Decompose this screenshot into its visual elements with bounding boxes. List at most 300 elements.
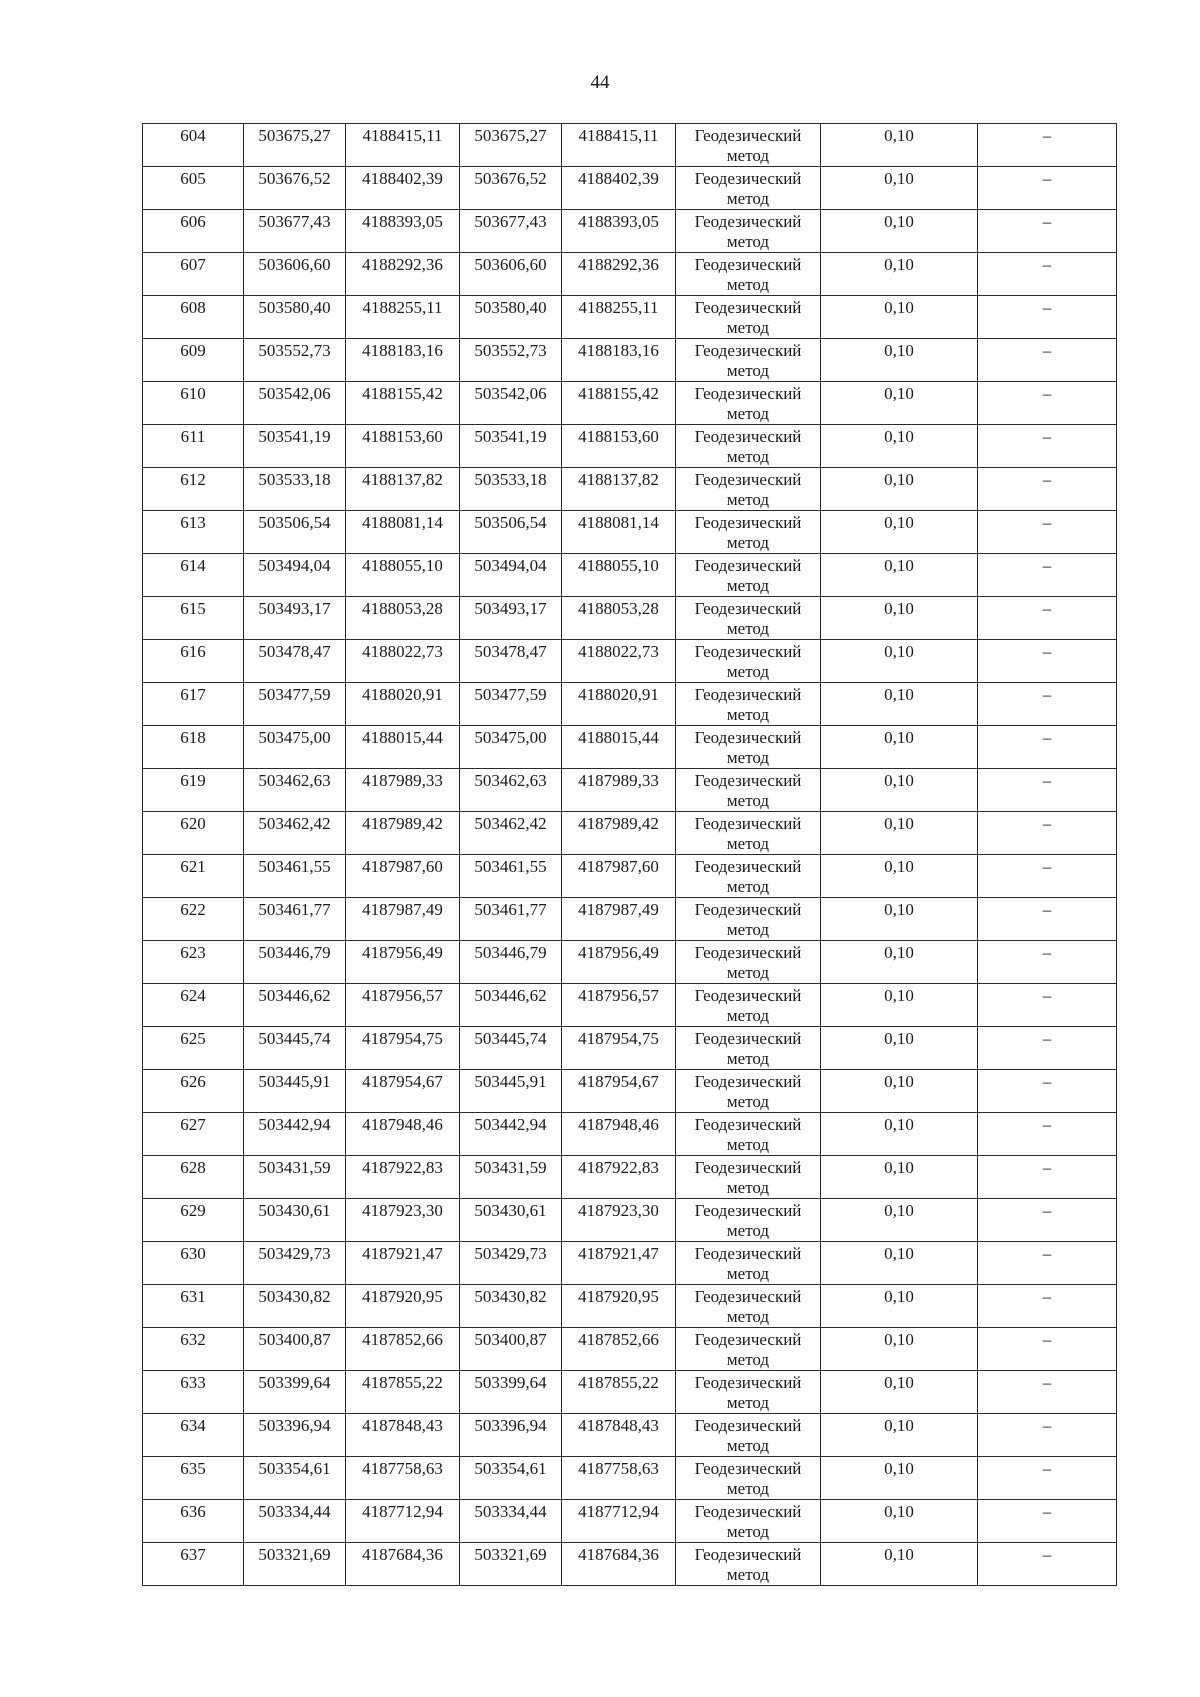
accuracy-cell: 0,10 [821,855,978,898]
method-cell: Геодезический метод [676,984,821,1027]
remark-cell: – [978,640,1117,683]
new-x-cell: 503494,04 [460,554,562,597]
method-cell: Геодезический метод [676,1199,821,1242]
accuracy-cell: 0,10 [821,167,978,210]
new-x-cell: 503552,73 [460,339,562,382]
accuracy-cell: 0,10 [821,1457,978,1500]
old-y-cell: 4187848,43 [346,1414,460,1457]
new-x-cell: 503430,82 [460,1285,562,1328]
old-x-cell: 503445,91 [244,1070,346,1113]
accuracy-cell: 0,10 [821,726,978,769]
remark-cell: – [978,210,1117,253]
table-row [143,769,1117,812]
remark-cell: – [978,1328,1117,1371]
table-row [143,1285,1117,1328]
table-row [143,1414,1117,1457]
old-x-cell: 503676,52 [244,167,346,210]
old-x-cell: 503477,59 [244,683,346,726]
method-cell: Геодезический метод [676,1457,821,1500]
point-number-cell: 626 [143,1070,244,1113]
accuracy-cell: 0,10 [821,1500,978,1543]
table-row [143,1070,1117,1113]
point-number-cell: 633 [143,1371,244,1414]
new-x-cell: 503445,74 [460,1027,562,1070]
new-x-cell: 503461,55 [460,855,562,898]
accuracy-cell: 0,10 [821,1027,978,1070]
old-x-cell: 503478,47 [244,640,346,683]
table-row [143,511,1117,554]
accuracy-cell: 0,10 [821,253,978,296]
accuracy-cell: 0,10 [821,1414,978,1457]
old-x-cell: 503493,17 [244,597,346,640]
method-cell: Геодезический метод [676,1371,821,1414]
old-y-cell: 4187987,60 [346,855,460,898]
method-cell: Геодезический метод [676,726,821,769]
old-y-cell: 4187989,42 [346,812,460,855]
new-x-cell: 503541,19 [460,425,562,468]
old-x-cell: 503334,44 [244,1500,346,1543]
point-number-cell: 627 [143,1113,244,1156]
new-x-cell: 503354,61 [460,1457,562,1500]
new-y-cell: 4188055,10 [562,554,676,597]
point-number-cell: 632 [143,1328,244,1371]
method-cell: Геодезический метод [676,1070,821,1113]
remark-cell: – [978,683,1117,726]
old-y-cell: 4188020,91 [346,683,460,726]
point-number-cell: 610 [143,382,244,425]
old-y-cell: 4188402,39 [346,167,460,210]
point-number-cell: 612 [143,468,244,511]
point-number-cell: 607 [143,253,244,296]
method-cell: Геодезический метод [676,167,821,210]
coordinates-table-body [143,124,1117,1586]
new-x-cell: 503446,62 [460,984,562,1027]
method-cell: Геодезический метод [676,898,821,941]
new-y-cell: 4188255,11 [562,296,676,339]
old-x-cell: 503396,94 [244,1414,346,1457]
table-row [143,1500,1117,1543]
new-y-cell: 4187956,57 [562,984,676,1027]
table-row [143,554,1117,597]
remark-cell: – [978,339,1117,382]
old-x-cell: 503321,69 [244,1543,346,1586]
new-x-cell: 503606,60 [460,253,562,296]
new-x-cell: 503542,06 [460,382,562,425]
new-y-cell: 4187989,33 [562,769,676,812]
old-y-cell: 4187956,49 [346,941,460,984]
new-y-cell: 4188053,28 [562,597,676,640]
old-x-cell: 503552,73 [244,339,346,382]
accuracy-cell: 0,10 [821,511,978,554]
new-x-cell: 503321,69 [460,1543,562,1586]
new-y-cell: 4188155,42 [562,382,676,425]
table-row [143,941,1117,984]
method-cell: Геодезический метод [676,769,821,812]
old-x-cell: 503399,64 [244,1371,346,1414]
new-y-cell: 4187855,22 [562,1371,676,1414]
old-x-cell: 503446,62 [244,984,346,1027]
accuracy-cell: 0,10 [821,1199,978,1242]
new-y-cell: 4187921,47 [562,1242,676,1285]
table-row [143,1199,1117,1242]
new-x-cell: 503477,59 [460,683,562,726]
old-x-cell: 503400,87 [244,1328,346,1371]
new-y-cell: 4187852,66 [562,1328,676,1371]
accuracy-cell: 0,10 [821,1156,978,1199]
new-x-cell: 503334,44 [460,1500,562,1543]
old-y-cell: 4187758,63 [346,1457,460,1500]
table-row [143,683,1117,726]
old-y-cell: 4187684,36 [346,1543,460,1586]
old-y-cell: 4187920,95 [346,1285,460,1328]
remark-cell: – [978,1199,1117,1242]
remark-cell: – [978,468,1117,511]
new-y-cell: 4187684,36 [562,1543,676,1586]
remark-cell: – [978,984,1117,1027]
table-row [143,1543,1117,1586]
point-number-cell: 614 [143,554,244,597]
new-x-cell: 503396,94 [460,1414,562,1457]
new-y-cell: 4188015,44 [562,726,676,769]
method-cell: Геодезический метод [676,425,821,468]
old-y-cell: 4188255,11 [346,296,460,339]
new-y-cell: 4188402,39 [562,167,676,210]
table-row [143,382,1117,425]
method-cell: Геодезический метод [676,941,821,984]
accuracy-cell: 0,10 [821,468,978,511]
old-x-cell: 503354,61 [244,1457,346,1500]
point-number-cell: 615 [143,597,244,640]
old-y-cell: 4188155,42 [346,382,460,425]
old-y-cell: 4188137,82 [346,468,460,511]
new-y-cell: 4187923,30 [562,1199,676,1242]
old-x-cell: 503429,73 [244,1242,346,1285]
method-cell: Геодезический метод [676,1113,821,1156]
remark-cell: – [978,1156,1117,1199]
method-cell: Геодезический метод [676,640,821,683]
accuracy-cell: 0,10 [821,984,978,1027]
new-y-cell: 4188153,60 [562,425,676,468]
method-cell: Геодезический метод [676,554,821,597]
old-y-cell: 4187923,30 [346,1199,460,1242]
old-x-cell: 503533,18 [244,468,346,511]
remark-cell: – [978,425,1117,468]
old-y-cell: 4187852,66 [346,1328,460,1371]
old-x-cell: 503430,82 [244,1285,346,1328]
new-x-cell: 503462,42 [460,812,562,855]
point-number-cell: 613 [143,511,244,554]
new-y-cell: 4187987,49 [562,898,676,941]
old-y-cell: 4187855,22 [346,1371,460,1414]
remark-cell: – [978,941,1117,984]
new-y-cell: 4188183,16 [562,339,676,382]
old-y-cell: 4188053,28 [346,597,460,640]
old-y-cell: 4188015,44 [346,726,460,769]
new-x-cell: 503442,94 [460,1113,562,1156]
remark-cell: – [978,554,1117,597]
table-row [143,1328,1117,1371]
point-number-cell: 608 [143,296,244,339]
accuracy-cell: 0,10 [821,339,978,382]
method-cell: Геодезический метод [676,382,821,425]
old-x-cell: 503542,06 [244,382,346,425]
remark-cell: – [978,769,1117,812]
point-number-cell: 622 [143,898,244,941]
point-number-cell: 616 [143,640,244,683]
method-cell: Геодезический метод [676,124,821,167]
table-row [143,1156,1117,1199]
new-x-cell: 503429,73 [460,1242,562,1285]
new-y-cell: 4187987,60 [562,855,676,898]
new-y-cell: 4187954,67 [562,1070,676,1113]
new-x-cell: 503675,27 [460,124,562,167]
method-cell: Геодезический метод [676,210,821,253]
old-y-cell: 4188081,14 [346,511,460,554]
table-row [143,984,1117,1027]
table-row [143,339,1117,382]
new-y-cell: 4187922,83 [562,1156,676,1199]
new-x-cell: 503445,91 [460,1070,562,1113]
new-y-cell: 4188393,05 [562,210,676,253]
table-row [143,425,1117,468]
accuracy-cell: 0,10 [821,640,978,683]
old-x-cell: 503494,04 [244,554,346,597]
point-number-cell: 624 [143,984,244,1027]
method-cell: Геодезический метод [676,468,821,511]
remark-cell: – [978,382,1117,425]
old-x-cell: 503446,79 [244,941,346,984]
remark-cell: – [978,296,1117,339]
new-y-cell: 4187954,75 [562,1027,676,1070]
remark-cell: – [978,1500,1117,1543]
table-row [143,124,1117,167]
accuracy-cell: 0,10 [821,769,978,812]
point-number-cell: 625 [143,1027,244,1070]
old-y-cell: 4187921,47 [346,1242,460,1285]
old-y-cell: 4188415,11 [346,124,460,167]
point-number-cell: 637 [143,1543,244,1586]
new-y-cell: 4188292,36 [562,253,676,296]
new-y-cell: 4188081,14 [562,511,676,554]
point-number-cell: 609 [143,339,244,382]
old-x-cell: 503541,19 [244,425,346,468]
old-x-cell: 503677,43 [244,210,346,253]
method-cell: Геодезический метод [676,1414,821,1457]
accuracy-cell: 0,10 [821,1070,978,1113]
accuracy-cell: 0,10 [821,1242,978,1285]
old-x-cell: 503462,42 [244,812,346,855]
new-x-cell: 503677,43 [460,210,562,253]
point-number-cell: 618 [143,726,244,769]
old-x-cell: 503580,40 [244,296,346,339]
point-number-cell: 636 [143,1500,244,1543]
new-x-cell: 503430,61 [460,1199,562,1242]
new-x-cell: 503400,87 [460,1328,562,1371]
accuracy-cell: 0,10 [821,1285,978,1328]
new-y-cell: 4187848,43 [562,1414,676,1457]
new-x-cell: 503533,18 [460,468,562,511]
old-x-cell: 503430,61 [244,1199,346,1242]
new-y-cell: 4187712,94 [562,1500,676,1543]
old-y-cell: 4188055,10 [346,554,460,597]
new-y-cell: 4188415,11 [562,124,676,167]
table-row [143,898,1117,941]
old-y-cell: 4187954,75 [346,1027,460,1070]
new-y-cell: 4188020,91 [562,683,676,726]
accuracy-cell: 0,10 [821,1543,978,1586]
accuracy-cell: 0,10 [821,382,978,425]
table-row [143,1027,1117,1070]
old-y-cell: 4188022,73 [346,640,460,683]
old-y-cell: 4187987,49 [346,898,460,941]
old-x-cell: 503461,77 [244,898,346,941]
point-number-cell: 611 [143,425,244,468]
new-x-cell: 503431,59 [460,1156,562,1199]
old-y-cell: 4187922,83 [346,1156,460,1199]
point-number-cell: 620 [143,812,244,855]
point-number-cell: 634 [143,1414,244,1457]
accuracy-cell: 0,10 [821,597,978,640]
remark-cell: – [978,167,1117,210]
accuracy-cell: 0,10 [821,1328,978,1371]
point-number-cell: 605 [143,167,244,210]
old-y-cell: 4187954,67 [346,1070,460,1113]
accuracy-cell: 0,10 [821,554,978,597]
table-row [143,855,1117,898]
remark-cell: – [978,855,1117,898]
coordinates-table [142,123,1117,1586]
remark-cell: – [978,812,1117,855]
old-y-cell: 4187948,46 [346,1113,460,1156]
new-y-cell: 4187956,49 [562,941,676,984]
accuracy-cell: 0,10 [821,296,978,339]
new-y-cell: 4188137,82 [562,468,676,511]
accuracy-cell: 0,10 [821,210,978,253]
method-cell: Геодезический метод [676,1543,821,1586]
old-x-cell: 503606,60 [244,253,346,296]
table-row [143,210,1117,253]
table-row [143,1371,1117,1414]
old-y-cell: 4187989,33 [346,769,460,812]
point-number-cell: 623 [143,941,244,984]
table-row [143,597,1117,640]
old-y-cell: 4188153,60 [346,425,460,468]
new-y-cell: 4187989,42 [562,812,676,855]
remark-cell: – [978,511,1117,554]
old-x-cell: 503475,00 [244,726,346,769]
point-number-cell: 630 [143,1242,244,1285]
method-cell: Геодезический метод [676,253,821,296]
new-x-cell: 503478,47 [460,640,562,683]
old-y-cell: 4188183,16 [346,339,460,382]
table-row [143,1457,1117,1500]
table-row [143,640,1117,683]
old-y-cell: 4188393,05 [346,210,460,253]
remark-cell: – [978,1113,1117,1156]
new-x-cell: 503676,52 [460,167,562,210]
point-number-cell: 606 [143,210,244,253]
point-number-cell: 617 [143,683,244,726]
method-cell: Геодезический метод [676,1500,821,1543]
method-cell: Геодезический метод [676,1027,821,1070]
table-row [143,1242,1117,1285]
accuracy-cell: 0,10 [821,124,978,167]
method-cell: Геодезический метод [676,511,821,554]
table-row [143,468,1117,511]
remark-cell: – [978,1457,1117,1500]
method-cell: Геодезический метод [676,812,821,855]
table-row [143,167,1117,210]
remark-cell: – [978,124,1117,167]
method-cell: Геодезический метод [676,1328,821,1371]
new-x-cell: 503461,77 [460,898,562,941]
accuracy-cell: 0,10 [821,812,978,855]
remark-cell: – [978,1414,1117,1457]
old-y-cell: 4187956,57 [346,984,460,1027]
remark-cell: – [978,1543,1117,1586]
accuracy-cell: 0,10 [821,941,978,984]
old-x-cell: 503675,27 [244,124,346,167]
method-cell: Геодезический метод [676,597,821,640]
new-x-cell: 503446,79 [460,941,562,984]
point-number-cell: 619 [143,769,244,812]
new-x-cell: 503493,17 [460,597,562,640]
method-cell: Геодезический метод [676,855,821,898]
new-x-cell: 503475,00 [460,726,562,769]
method-cell: Геодезический метод [676,296,821,339]
method-cell: Геодезический метод [676,339,821,382]
old-x-cell: 503442,94 [244,1113,346,1156]
old-x-cell: 503462,63 [244,769,346,812]
old-x-cell: 503461,55 [244,855,346,898]
old-x-cell: 503445,74 [244,1027,346,1070]
table-row [143,812,1117,855]
remark-cell: – [978,726,1117,769]
accuracy-cell: 0,10 [821,683,978,726]
method-cell: Геодезический метод [676,1156,821,1199]
new-y-cell: 4187948,46 [562,1113,676,1156]
new-x-cell: 503399,64 [460,1371,562,1414]
point-number-cell: 635 [143,1457,244,1500]
remark-cell: – [978,898,1117,941]
remark-cell: – [978,1070,1117,1113]
remark-cell: – [978,1285,1117,1328]
table-row [143,253,1117,296]
remark-cell: – [978,1027,1117,1070]
new-x-cell: 503580,40 [460,296,562,339]
old-x-cell: 503506,54 [244,511,346,554]
point-number-cell: 628 [143,1156,244,1199]
table-row [143,296,1117,339]
new-y-cell: 4187758,63 [562,1457,676,1500]
point-number-cell: 631 [143,1285,244,1328]
accuracy-cell: 0,10 [821,425,978,468]
old-y-cell: 4188292,36 [346,253,460,296]
remark-cell: – [978,1242,1117,1285]
new-y-cell: 4188022,73 [562,640,676,683]
method-cell: Геодезический метод [676,1285,821,1328]
old-y-cell: 4187712,94 [346,1500,460,1543]
new-x-cell: 503506,54 [460,511,562,554]
point-number-cell: 629 [143,1199,244,1242]
accuracy-cell: 0,10 [821,898,978,941]
old-x-cell: 503431,59 [244,1156,346,1199]
table-row [143,1113,1117,1156]
page-number: 44 [590,72,610,93]
point-number-cell: 621 [143,855,244,898]
table-row [143,726,1117,769]
accuracy-cell: 0,10 [821,1113,978,1156]
